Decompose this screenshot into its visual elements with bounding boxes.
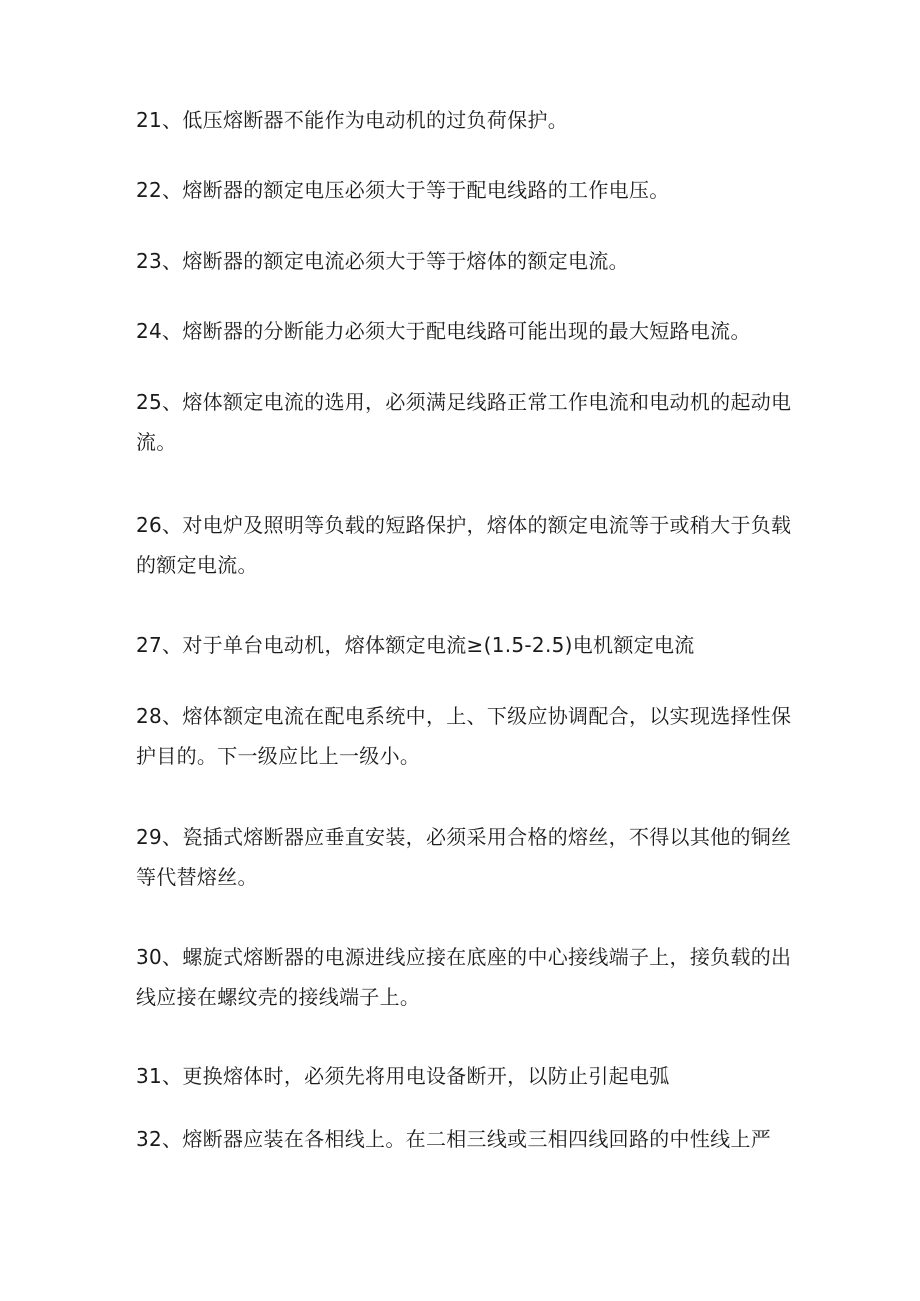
item-text-line: 等代替熔丝。 [136,865,258,889]
list-item-29 [136,817,792,897]
item-text-line: 流。 [136,430,177,454]
list-item-27 [136,625,792,665]
item-text-line: 22、熔断器的额定电压必须大于等于配电线路的工作电压。 [136,178,670,202]
item-text-line: 32、熔断器应装在各相线上。在二相三线或三相四线回路的中性线上严 [136,1127,772,1151]
list-item-22 [136,170,792,210]
item-text-line: 25、熔体额定电流的选用，必须满足线路正常工作电流和电动机的起动电 [136,390,792,414]
item-text-line: 23、熔断器的额定电流必须大于等于熔体的额定电流。 [136,249,629,273]
list-item-26 [136,505,792,585]
item-text-line: 21、低压熔断器不能作为电动机的过负荷保护。 [136,108,569,132]
item-text-line: 线应接在螺纹壳的接线端子上。 [136,985,421,1009]
item-text-line: 24、熔断器的分断能力必须大于配电线路可能出现的最大短路电流。 [136,319,751,343]
item-text-line: 26、对电炉及照明等负载的短路保护，熔体的额定电流等于或稍大于负载 [136,513,792,537]
item-text-line: 护目的。下一级应比上一级小。 [136,744,421,768]
item-text-line: 的额定电流。 [136,553,258,577]
item-text-line: 29、瓷插式熔断器应垂直安装，必须采用合格的熔丝，不得以其他的铜丝 [136,825,792,849]
item-text-line: 27、对于单台电动机，熔体额定电流≥(1.5-2.5)电机额定电流 [136,633,695,657]
item-text-line: 28、熔体额定电流在配电系统中，上、下级应协调配合，以实现选择性保 [136,704,792,728]
item-text-line: 31、更换熔体时，必须先将用电设备断开，以防止引起电弧 [136,1064,670,1088]
list-item-31 [136,1056,792,1096]
list-item-25 [136,382,792,462]
list-item-21 [136,100,792,140]
list-item-24 [136,311,792,351]
list-item-23 [136,241,792,281]
item-text-line: 30、螺旋式熔断器的电源进线应接在底座的中心接线端子上，接负载的出 [136,945,792,969]
list-item-30 [136,937,792,1017]
list-item-28 [136,696,792,776]
list-item-32 [136,1119,792,1159]
